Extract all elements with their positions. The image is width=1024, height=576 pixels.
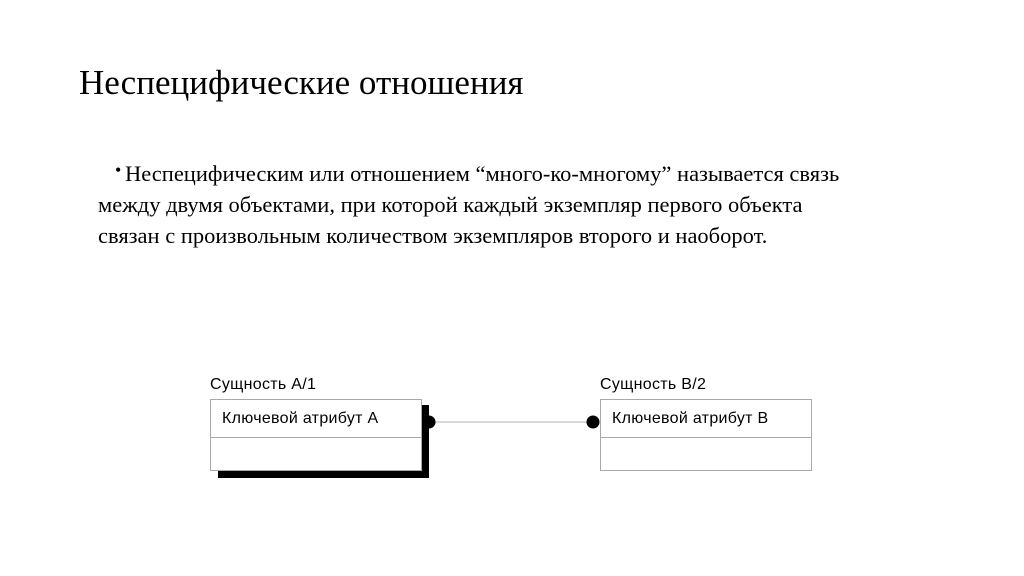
entity-b-label: Сущность B/2 xyxy=(600,376,707,393)
entity-b-key-attribute: Ключевой атрибут B xyxy=(601,400,811,438)
entity-a-label: Сущность A/1 xyxy=(210,376,317,393)
relationship-end-dot-a xyxy=(423,416,436,429)
entity-a-key-attribute: Ключевой атрибут A xyxy=(211,400,421,438)
definition-line-2: между двумя объектами, при которой каждый экземпляр первого объекта xyxy=(98,192,803,217)
definition-line-1-text: Неспецифическим или отношением “много-ко-многому” называется связь xyxy=(125,161,840,186)
relationship-end-dot-b xyxy=(587,416,600,429)
slide-title: Неспецифические отношения xyxy=(79,63,524,102)
bullet-marker: • xyxy=(115,160,122,180)
definition-line-3: связан с произвольным количеством экземпляров второго и наоборот. xyxy=(98,223,768,248)
